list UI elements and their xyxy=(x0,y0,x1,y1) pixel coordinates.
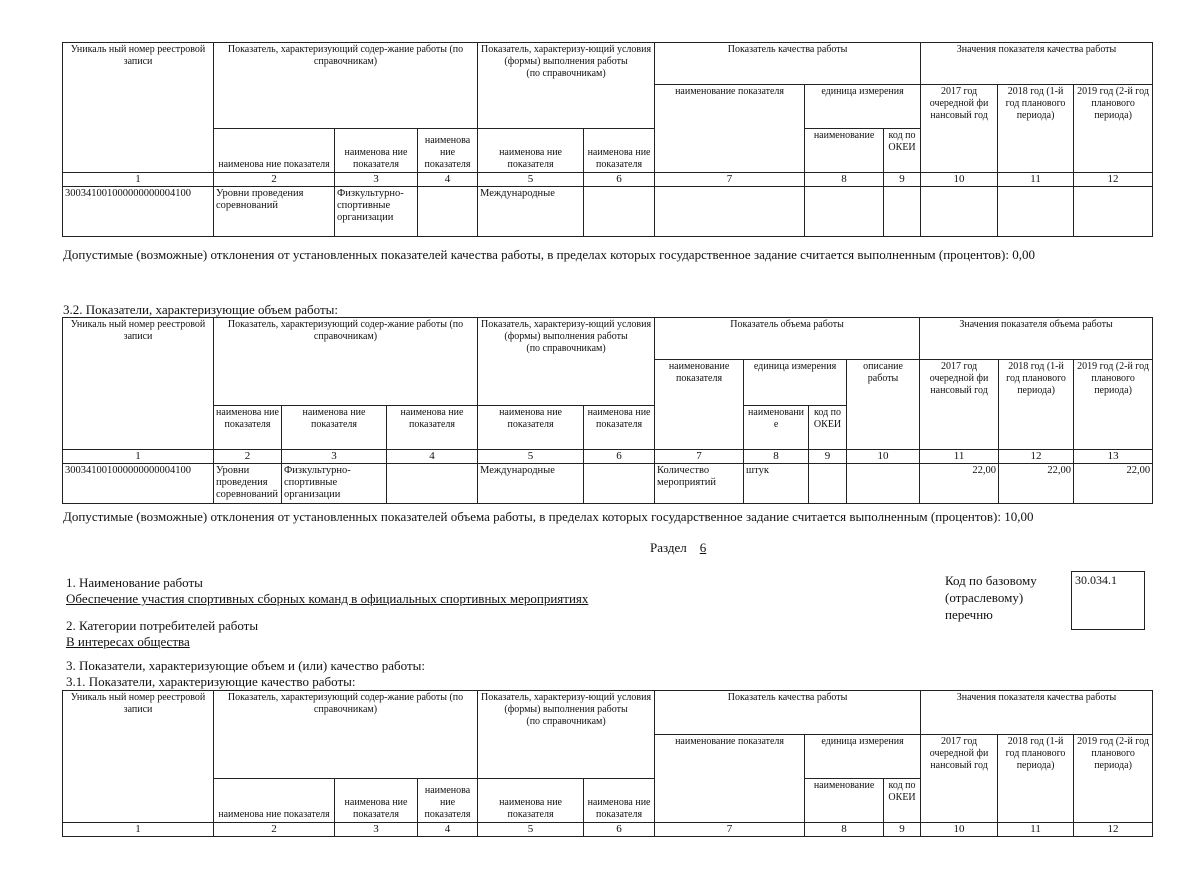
header-content-indicator: Показатель, характеризующий содер-жание работы (по справочникам) xyxy=(214,691,478,779)
header-unit: единица измерения xyxy=(805,735,921,779)
table-cell xyxy=(584,464,655,504)
col-number: 2 xyxy=(214,450,282,464)
quality-table-1 xyxy=(62,42,1153,237)
work-name-title: 1. Наименование работы xyxy=(66,575,203,590)
col-number: 4 xyxy=(387,450,478,464)
header-unique-number: Уникаль ный номер реестровой записи xyxy=(63,691,214,823)
header-name-col6: наименова ние показателя xyxy=(584,779,655,823)
col-number: 9 xyxy=(884,823,921,837)
header-year-2017: 2017 год очередной фи нансовый год xyxy=(921,85,998,173)
col-number: 4 xyxy=(418,823,478,837)
section-label: Раздел xyxy=(650,540,687,555)
section-number: 6 xyxy=(699,540,707,555)
header-unit-name: наименование xyxy=(805,129,884,173)
table-cell: Международные xyxy=(478,187,584,237)
col-number: 6 xyxy=(584,450,655,464)
registry-code: 300341001000000000004100 xyxy=(63,187,214,237)
header-name-col6: наименова ние показателя xyxy=(584,406,655,450)
header-name-col2: наименова ние показателя xyxy=(214,129,335,173)
header-year-2019: 2019 год (2-й год планового периода) xyxy=(1074,85,1153,173)
section-heading xyxy=(650,540,706,556)
col-number: 2 xyxy=(214,823,335,837)
value-2019: 22,00 xyxy=(1074,464,1153,504)
header-quality-values: Значения показателя качества работы xyxy=(921,43,1153,85)
header-indicator-name: наименование показателя xyxy=(655,360,744,450)
col-number: 6 xyxy=(584,173,655,187)
header-name-col5: наименова ние показателя xyxy=(478,129,584,173)
consumers-title: 2. Категории потребителей работы xyxy=(66,618,259,633)
header-unit: единица измерения xyxy=(744,360,847,406)
table-cell: Количество мероприятий xyxy=(655,464,744,504)
header-conditions-indicator: Показатель, характеризу-ющий условия (формы) выполнения работы (по справочникам) xyxy=(478,691,655,779)
header-name-col5: наименова ние показателя xyxy=(478,406,584,450)
col-number: 4 xyxy=(418,173,478,187)
col-number: 5 xyxy=(478,823,584,837)
table-cell xyxy=(847,464,920,504)
table-cell xyxy=(998,187,1074,237)
table-cell xyxy=(921,187,998,237)
col-number: 7 xyxy=(655,823,805,837)
header-year-2018: 2018 год (1-й год планового периода) xyxy=(998,85,1074,173)
header-okei: код по ОКЕИ xyxy=(884,779,921,823)
col-number: 6 xyxy=(584,823,655,837)
consumers-value: В интересах общества xyxy=(66,634,190,649)
col-number: 10 xyxy=(921,173,998,187)
col-number: 3 xyxy=(282,450,387,464)
header-name-col6: наименова ние показателя xyxy=(584,129,655,173)
col-number: 11 xyxy=(920,450,999,464)
table-cell xyxy=(805,187,884,237)
table-cell: Физкультурно-спортивные организации xyxy=(282,464,387,504)
header-indicator-name: наименование показателя xyxy=(655,85,805,173)
header-conditions-indicator: Показатель, характеризу-ющий условия (формы) выполнения работы (по справочникам) xyxy=(478,43,655,129)
col-number: 3 xyxy=(335,173,418,187)
registry-code: 300341001000000000004100 xyxy=(63,464,214,504)
header-name-col3: наименова ние показателя xyxy=(335,779,418,823)
col-number: 1 xyxy=(63,823,214,837)
table-cell: Уровни проведения соревнований xyxy=(214,187,335,237)
col-number: 2 xyxy=(214,173,335,187)
col-number: 10 xyxy=(921,823,998,837)
header-year-2019: 2019 год (2-й год планового периода) xyxy=(1074,360,1153,450)
table-cell xyxy=(584,187,655,237)
header-quality-indicator: Показатель качества работы xyxy=(655,691,921,735)
header-name-col2: наименова ние показателя xyxy=(214,779,335,823)
volume-table xyxy=(62,317,1153,504)
header-content-indicator: Показатель, характеризующий содер-жание работы (по справочникам) xyxy=(214,43,478,129)
col-number: 8 xyxy=(805,173,884,187)
header-unique-number: Уникаль ный номер реестровой записи xyxy=(63,318,214,450)
header-name-col2: наименова ние показателя xyxy=(214,406,282,450)
header-unique-number: Уникаль ный номер реестровой записи xyxy=(63,43,214,173)
table-cell xyxy=(655,187,805,237)
quality-deviation-text: Допустимые (возможные) отклонения от установленных показателей качества работы, в пределах которых государственное задание считается выполненным (процентов): 0,00 xyxy=(63,247,1035,262)
header-name-col3: наименова ние показателя xyxy=(335,129,418,173)
indicators-title: 3. Показатели, характеризующие объем и (или) качество работы: xyxy=(66,658,425,673)
header-year-2019: 2019 год (2-й год планового периода) xyxy=(1074,735,1153,823)
base-list-code: 30.034.1 xyxy=(1071,571,1145,630)
header-year-2017: 2017 год очередной фи нансовый год xyxy=(921,735,998,823)
table-cell: Физкультурно-спортивные организации xyxy=(335,187,418,237)
header-okei: код по ОКЕИ xyxy=(884,129,921,173)
table-cell: штук xyxy=(744,464,809,504)
col-number: 12 xyxy=(1074,823,1153,837)
col-number: 8 xyxy=(744,450,809,464)
table-cell xyxy=(1074,187,1153,237)
header-year-2018: 2018 год (1-й год планового периода) xyxy=(999,360,1074,450)
header-indicator-name: наименование показателя xyxy=(655,735,805,823)
col-number: 9 xyxy=(809,450,847,464)
header-content-indicator: Показатель, характеризующий содер-жание работы (по справочникам) xyxy=(214,318,478,406)
table-cell xyxy=(884,187,921,237)
col-number: 13 xyxy=(1074,450,1153,464)
header-name-col4: наименова ние показателя xyxy=(387,406,478,450)
header-volume-indicator: Показатель объема работы xyxy=(655,318,920,360)
table-cell xyxy=(809,464,847,504)
col-number: 1 xyxy=(63,173,214,187)
col-number: 12 xyxy=(999,450,1074,464)
header-unit: единица измерения xyxy=(805,85,921,129)
table-cell: Международные xyxy=(478,464,584,504)
header-name-col4: наименова ние показателя xyxy=(418,779,478,823)
header-name-col3: наименова ние показателя xyxy=(282,406,387,450)
table-cell xyxy=(418,187,478,237)
work-name-value: Обеспечение участия спортивных сборных команд в официальных спортивных мероприятиях xyxy=(66,591,589,606)
section-3-1-title: 3.1. Показатели, характеризующие качество работы: xyxy=(66,674,356,689)
code-label-line3: перечню xyxy=(945,607,993,622)
header-name-col5: наименова ние показателя xyxy=(478,779,584,823)
col-number: 11 xyxy=(998,823,1074,837)
col-number: 11 xyxy=(998,173,1074,187)
header-conditions-indicator: Показатель, характеризу-ющий условия (формы) выполнения работы (по справочникам) xyxy=(478,318,655,406)
header-unit-name: наименовани е xyxy=(744,406,809,450)
volume-deviation-text: Допустимые (возможные) отклонения от установленных показателей объема работы, в пределах которых государственное задание считается выполненным (процентов): 10,00 xyxy=(63,509,1034,524)
header-name-col4: наименова ние показателя xyxy=(418,129,478,173)
section-3-2-title: 3.2. Показатели, характеризующие объем работы: xyxy=(63,302,338,317)
value-2017: 22,00 xyxy=(920,464,999,504)
col-number: 10 xyxy=(847,450,920,464)
col-number: 7 xyxy=(655,450,744,464)
col-number: 9 xyxy=(884,173,921,187)
code-label-line1: Код по базовому xyxy=(945,573,1037,588)
col-number: 3 xyxy=(335,823,418,837)
value-2018: 22,00 xyxy=(999,464,1074,504)
col-number: 12 xyxy=(1074,173,1153,187)
col-number: 5 xyxy=(478,173,584,187)
header-unit-name: наименование xyxy=(805,779,884,823)
header-okei: код по ОКЕИ xyxy=(809,406,847,450)
header-quality-values: Значения показателя качества работы xyxy=(921,691,1153,735)
table-cell xyxy=(387,464,478,504)
col-number: 1 xyxy=(63,450,214,464)
table-cell: Уровни проведения соревнований xyxy=(214,464,282,504)
col-number: 8 xyxy=(805,823,884,837)
header-year-2017: 2017 год очередной фи нансовый год xyxy=(920,360,999,450)
header-work-description: описание работы xyxy=(847,360,920,450)
quality-table-2 xyxy=(62,690,1153,837)
code-label-line2: (отраслевому) xyxy=(945,590,1024,605)
col-number: 7 xyxy=(655,173,805,187)
header-quality-indicator: Показатель качества работы xyxy=(655,43,921,85)
header-volume-values: Значения показателя объема работы xyxy=(920,318,1153,360)
header-year-2018: 2018 год (1-й год планового периода) xyxy=(998,735,1074,823)
col-number: 5 xyxy=(478,450,584,464)
